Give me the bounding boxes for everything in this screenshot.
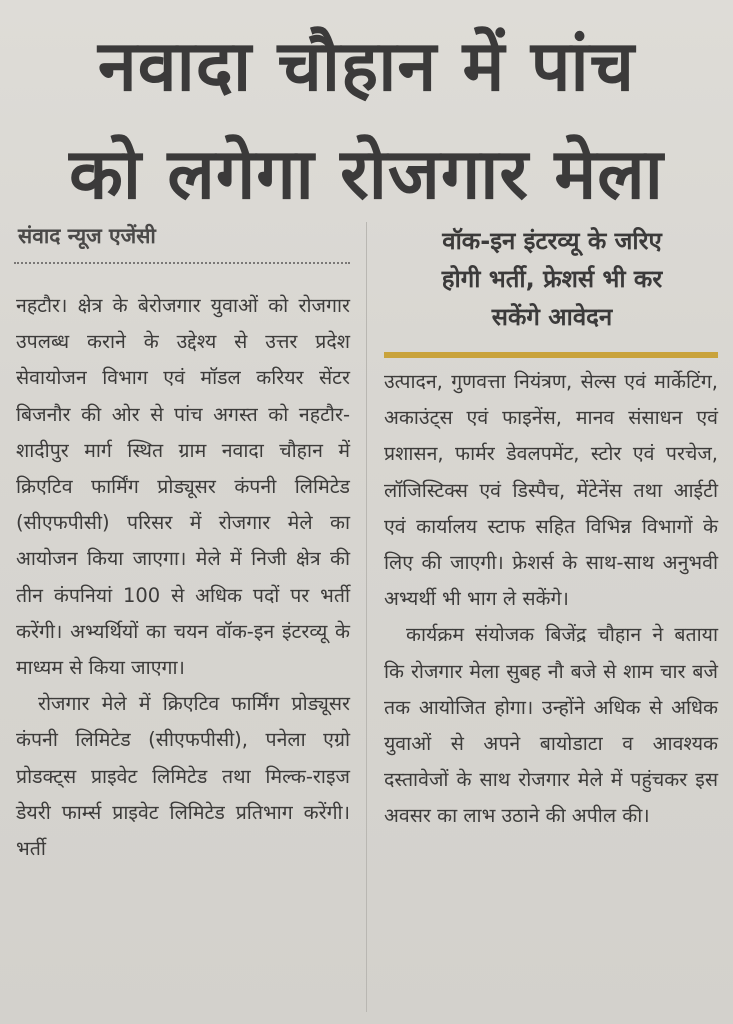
headline-line-1: नवादा चौहान में पांच bbox=[97, 25, 636, 107]
left-paragraph-1: नहटौर। क्षेत्र के बेरोजगार युवाओं को रोजगार उपलब्ध कराने के उद्देश्य से उत्तर प्रदेश सेवायोजन विभाग एवं मॉडल करियर सेंटर बिजनौर की ओर से पांच अगस्त को नहटौर-शादीपुर मार्ग स्थित ग्राम नवादा चौहान में क्रिएटिव फार्मिंग प्रोड्यूसर कंपनी लिमिटेड (सीएफपीसी) परिसर में रोजगार मेले का आयोजन किया जाएगा। मेले में निजी क्षेत्र की तीन कंपनियां 100 से अधिक पदों पर भर्ती करेंगी। अभ्यर्थियों का चयन वॉक-इन इंटरव्यू के माध्यम से किया जाएगा। bbox=[16, 294, 350, 680]
article-right-column bbox=[384, 364, 718, 835]
left-paragraph-2: रोजगार मेले में क्रिएटिव फार्मिंग प्रोड्यूसर कंपनी लिमिटेड (सीएफपीसी), पनेला एग्रो प्रोडक्ट्स प्राइवेट लिमिटेड तथा मिल्क-राइज डेयरी फार्म्स प्राइवेट लिमिटेड प्रतिभाग करेंगी। भर्ती bbox=[16, 692, 350, 861]
headline bbox=[0, 12, 733, 228]
byline-dotted-rule bbox=[14, 262, 350, 264]
byline: संवाद न्यूज एजेंसी bbox=[18, 224, 156, 248]
subheadline-line-3: सकेंगे आवेदन bbox=[491, 303, 613, 331]
subheadline-line-2: होगी भर्ती, फ्रेशर्स भी कर bbox=[441, 265, 663, 293]
column-divider bbox=[366, 222, 367, 1012]
subheadline-accent-bar bbox=[384, 352, 718, 358]
subheadline bbox=[384, 222, 720, 336]
headline-line-2: को लगेगा रोजगार मेला bbox=[69, 133, 664, 215]
article-left-column bbox=[16, 288, 350, 867]
right-paragraph-1: उत्पादन, गुणवत्ता नियंत्रण, सेल्स एवं मार्केटिंग, अकाउंट्स एवं फाइनेंस, मानव संसाधन एवं प्रशासन, फार्मर डेवलपमेंट, स्टोर एवं परचेज, लॉजिस्टिक्स एवं डिस्पैच, मेंटेनेंस तथा आईटी एवं कार्यालय स्टाफ सहित विभिन्न विभागों के लिए की जाएगी। फ्रेशर्स के साथ-साथ अनुभवी अभ्यर्थी भी भाग ले सकेंगे। bbox=[384, 370, 718, 611]
right-paragraph-2: कार्यक्रम संयोजक बिजेंद्र चौहान ने बताया कि रोजगार मेला सुबह नौ बजे से शाम चार बजे तक आयोजित होगा। उन्होंने अधिक से अधिक युवाओं से अपने बायोडाटा व आवश्यक दस्तावेजों के साथ रोजगार मेले में पहुंचकर इस अवसर का लाभ उठाने की अपील की। bbox=[384, 623, 718, 828]
subheadline-line-1: वॉक-इन इंटरव्यू के जरिए bbox=[442, 227, 662, 255]
